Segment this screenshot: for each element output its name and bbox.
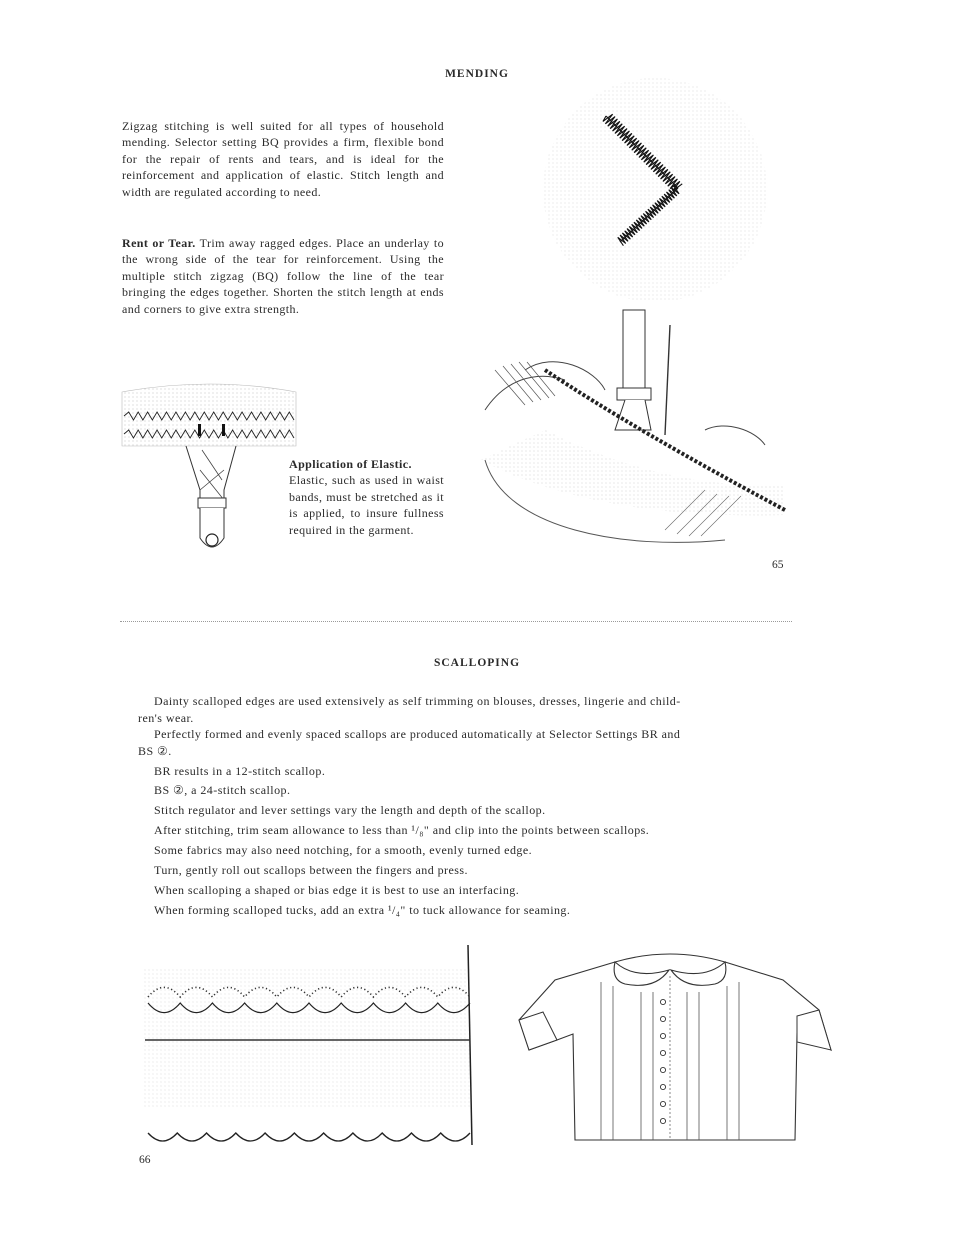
scalloping-title: SCALLOPING xyxy=(433,657,521,669)
page-number-66: 66 xyxy=(139,1154,151,1166)
elastic-waistband-illustration xyxy=(120,380,300,560)
elastic-paragraph xyxy=(289,456,444,538)
scalloping-line: Turn, gently roll out scallops between the fingers and press. xyxy=(154,863,468,877)
mending-title: MENDING xyxy=(445,68,509,80)
scalloping-line: When forming scalloped tucks, add an extra ¹/₄" to tuck allowance for seaming. xyxy=(154,903,571,917)
scalloping-line: Dainty scalloped edges are used extensively as self trimming on blouses, dresses, lingerie and child- xyxy=(154,694,681,708)
rent-or-tear-heading: Rent or Tear. xyxy=(122,236,196,250)
scalloping-line: Perfectly formed and evenly spaced scallops are produced automatically at Selector Settings BR and xyxy=(154,727,681,741)
rent-or-tear-body: Trim away ragged edges. Place an underlay to the wrong side of the tear for reinforcement. Using the multiple stitch zigzag (BQ) follow the line of the tear bringing the edges together. Shorten the stitch length at ends and corners to give extra strength. xyxy=(122,236,444,316)
tear-repair-illustration xyxy=(520,90,780,300)
mending-intro-paragraph: Zigzag stitching is well suited for all types of household mending. Selector setting BQ provides a firm, flexible bond for the repair of rents and tears, and is ideal for the reinforcement and application of elastic. Stitch length and width are regulated according to need. xyxy=(122,119,444,199)
page-number-65: 65 xyxy=(772,559,784,571)
scalloped-fabric-illustration xyxy=(140,945,480,1165)
scalloping-line: BS ②. xyxy=(138,744,172,758)
scalloping-line: BS ②, a 24-stitch scallop. xyxy=(154,783,291,797)
scalloping-line: Stitch regulator and lever settings vary the length and depth of the scallop. xyxy=(154,803,546,817)
page-divider xyxy=(120,621,792,622)
elastic-heading: Application of Elastic. xyxy=(289,457,412,471)
scalloping-line: ren's wear. xyxy=(138,711,194,725)
sewing-machine-illustration xyxy=(465,310,795,570)
scalloping-line: After stitching, trim seam allowance to less than ¹/₈" and clip into the points between scallops. xyxy=(154,823,650,837)
scalloping-line: Some fabrics may also need notching, for a smooth, evenly turned edge. xyxy=(154,843,533,857)
elastic-body: Elastic, such as used in waist bands, must be stretched as it is applied, to insure fullness required in the garment. xyxy=(289,473,444,537)
scalloping-line: BR results in a 12-stitch scallop. xyxy=(154,764,326,778)
scalloping-line: When scalloping a shaped or bias edge it is best to use an interfacing. xyxy=(154,883,520,897)
rent-or-tear-paragraph xyxy=(122,235,444,317)
blouse-illustration xyxy=(515,940,835,1150)
